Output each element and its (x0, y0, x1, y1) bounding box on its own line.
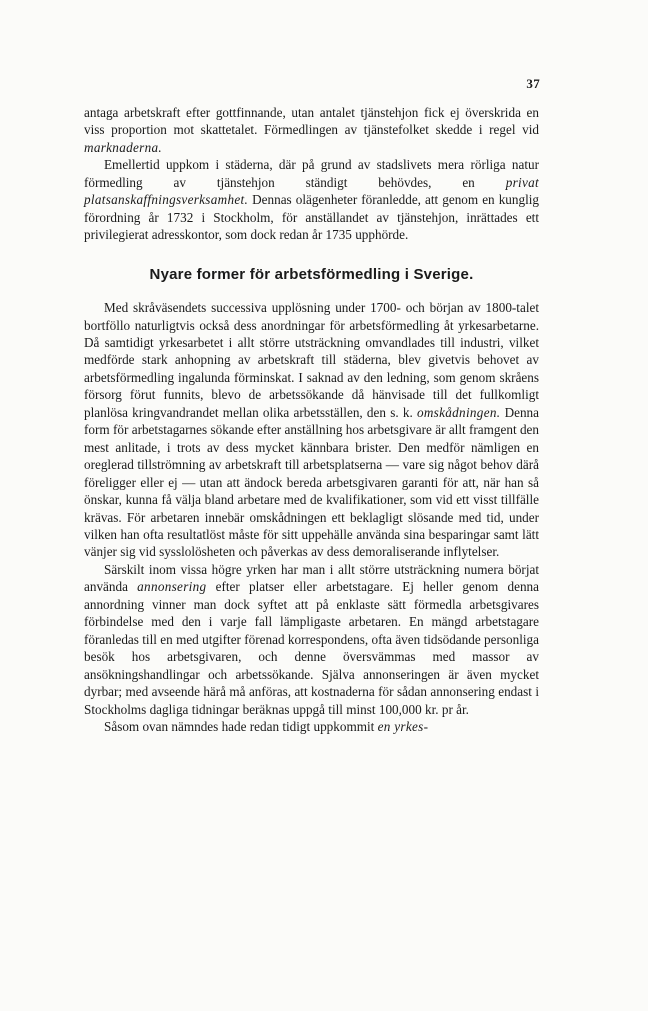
section-heading: Nyare former för arbetsförmedling i Sverige. (149, 265, 474, 283)
paragraph (84, 156, 539, 243)
paragraph-text: Dennas olägenheter föranledde, att genom en kunglig förordning år 1732 i Stockholm, för anställandet av tjänstehjon, inrättades ett privilegierat adresskontor, som dock redan år 1735 upphörde. (84, 192, 539, 243)
emphasized-term: marknaderna. (84, 139, 162, 155)
paragraph (84, 299, 539, 561)
emphasized-term: privat platsanskaffningsverksamhet. (84, 174, 539, 208)
paragraph-text: efter platser eller arbetstagare. Ej heller genom denna annordning vinner man dock syftet att på enklaste sätt förmedla arbetsgivares förbindelse med den i varje fall lämpligaste arbetaren. En mängd arbetstagare föranledas till en med utgifter förenad korrespondens, ofta även tidsödande personliga besök hos arbetsgivaren, och denne översvämmas med massor av ansökningshandlingar och arbetssökande. Själva annonseringen är även mycket dyrbar; med avseende härå må anföras, att kostnaderna för sådan annonsering endast i Stockholms dagliga tidningar beräknas uppgå till minst 100,000 kr. pr år. (84, 579, 539, 717)
body-text (84, 104, 539, 735)
section-body-text (84, 299, 539, 735)
emphasized-term: en yrkes- (377, 718, 429, 734)
paragraph-text: Emellertid uppkom i städerna, där på grund av stadslivets mera rörliga natur förmedling av tjänstehjon ständigt behövdes, en (84, 157, 539, 190)
paragraph-text: Såsom ovan nämndes hade redan tidigt uppkommit (104, 718, 378, 734)
paragraph (84, 561, 539, 718)
paragraph-text: Med skråväsendets successiva upplösning under 1700- och början av 1800-talet bortföllo naturligtvis också dess anordningar för arbetsförmedling åt yrkesarbetarne. Då samtidigt yrkesarbetet i allt större utsträckning omvandlades till industri, vilket medförde stark anhopning av arbetskraft till städerna, blev givetvis behovet av arbetsförmedling ingalunda förminskat. I saknad av den ledning, som genom skråens försorg förut funnits, blevo de arbetssökande då hänvisade till det fullkomligt planlösa kringvandrandet mellan olika arbetsställen, den s. k. (84, 300, 539, 420)
paragraph-text: Denna form för arbetstagarnes sökande efter anställning hos arbetsgivare är allt framgent den mest anlitade, i trots av dess mycket kännbara brister. Den medför nämligen en oreglerad tillströmning av arbetskraft till arbetsplatserna — vare sig något behov därå föreligger eller ej — utan att ändock bereda arbetsgivaren garanti för att, när han så önskar, kunna få välja bland arbetare med de kvalifikationer, som vid ett visst tillfälle krävas. För arbetaren innebär omskådningen ett beklagligt slösande med tid, under vilken han ofta resultatlöst måste för sitt uppehälle använda sina besparingar samt lätt vänjer sig vid sysslolösheten och påverkas av dess demoraliserande inflytelser. (84, 404, 539, 560)
page-number: 37 (526, 76, 540, 91)
paragraph-text: Särskilt inom vissa högre yrken har man i allt större utsträckning numera börjat använda (84, 561, 539, 595)
paragraph (84, 718, 539, 735)
paragraph-text: antaga arbetskraft efter gottfinnande, utan antalet tjänstehjon fick ej överskrida en viss proportion mot skattetalet. Förmedlingen av tjänstefolket skedde i regel vid (84, 105, 539, 138)
emphasized-term: annonsering (137, 579, 207, 595)
intro-text (84, 104, 539, 244)
emphasized-term: omskådningen. (416, 404, 501, 420)
paragraph (84, 104, 539, 156)
